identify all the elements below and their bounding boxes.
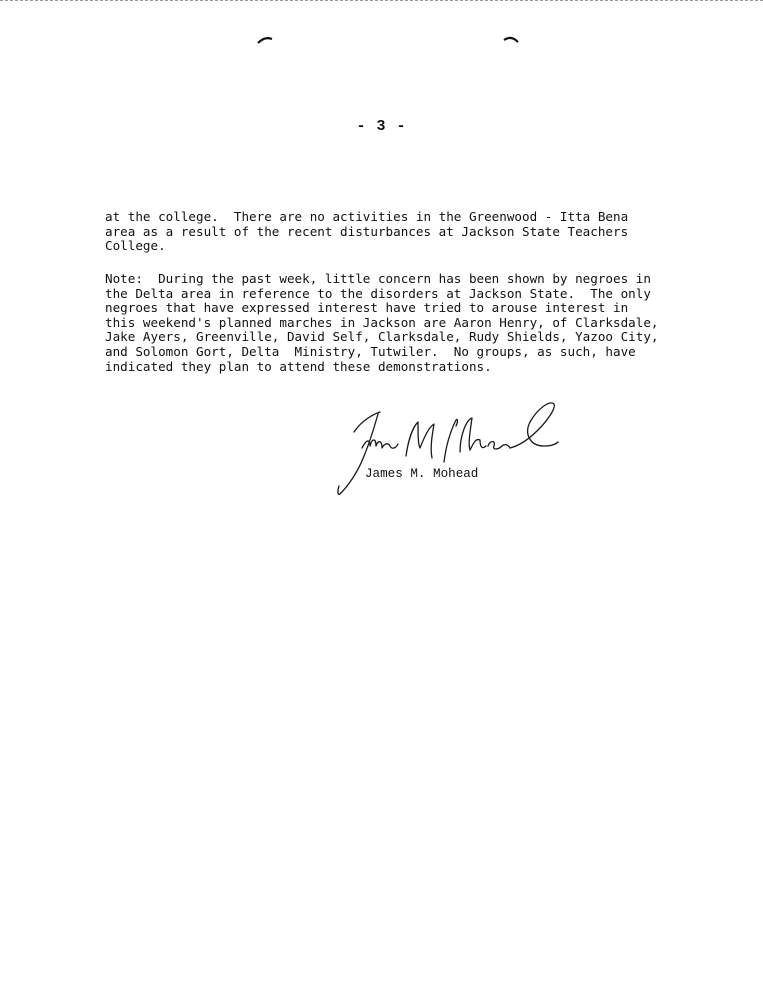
text-line: and Solomon Gort, Delta Ministry, Tutwiler. No groups, as such, have [105, 343, 636, 359]
text-line: Note: During the past week, little concern has been shown by negroes in [105, 271, 651, 286]
binder-clip-mark-right [503, 36, 519, 44]
binder-clip-mark-left [257, 36, 273, 44]
paragraph-note [105, 272, 665, 374]
page-top-border [0, 0, 763, 1]
page-number: - 3 - [356, 118, 407, 135]
paragraph-continuation [105, 210, 665, 254]
text-line: at the college. There are no activities in the Greenwood - Itta Bena [105, 209, 629, 224]
text-line: the Delta area in reference to the disorders at Jackson State. The only [105, 285, 651, 301]
text-line: area as a result of the recent disturbances at Jackson State Teachers [105, 223, 629, 239]
text-line: this weekend's planned marches in Jackson are Aaron Henry, of Clarksdale, [105, 314, 659, 330]
text-line: College. [105, 238, 166, 254]
typed-signer-name: James M. Mohead [365, 467, 479, 481]
text-line: indicated they plan to attend these demonstrations. [105, 358, 492, 374]
text-line: Jake Ayers, Greenville, David Self, Clarksdale, Rudy Shields, Yazoo City, [105, 329, 659, 345]
text-line: negroes that have expressed interest have tried to arouse interest in [105, 300, 629, 316]
handwritten-signature [334, 398, 564, 498]
